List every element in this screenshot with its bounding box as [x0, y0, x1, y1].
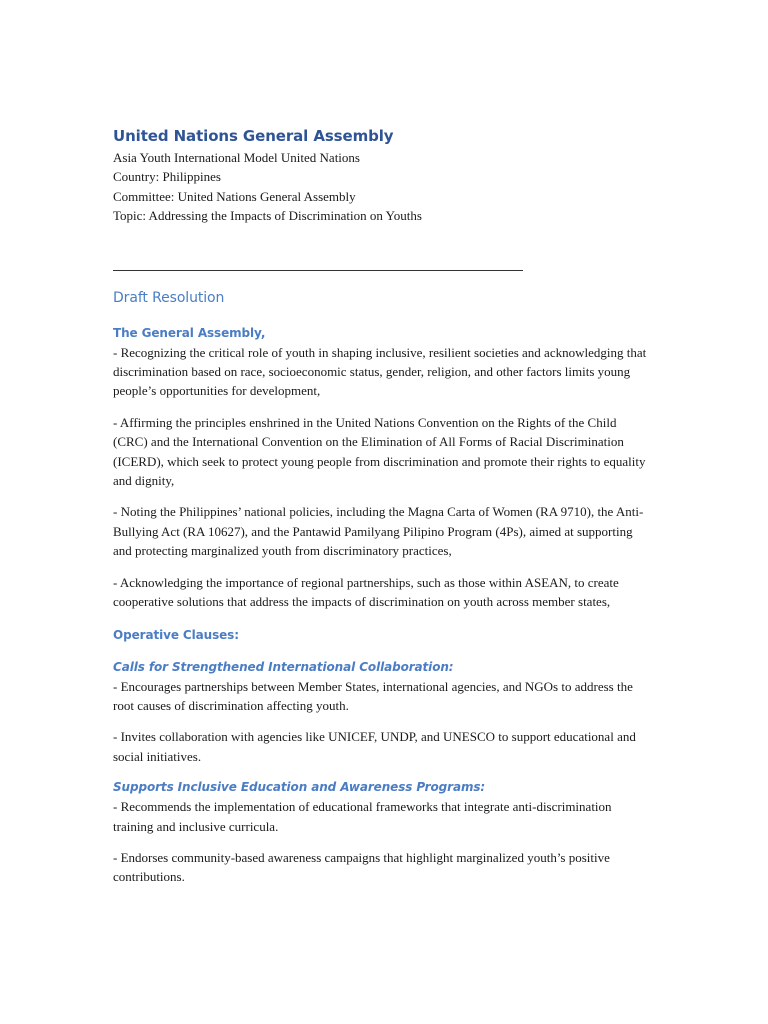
operative-clauses-label: Operative Clauses:	[113, 627, 239, 642]
preambular-clause: - Noting the Philippines’ national policies, including the Magna Carta of Women (RA 9710), the Anti-Bullying Act (RA 10627), and the Pantawid Pamilyang Pilipino Program (4Ps), aimed at supporting and protecting marginalized youth from discriminatory practices,	[113, 504, 644, 559]
preambular-clause: - Acknowledging the importance of regional partnerships, such as those within ASEAN, to create cooperative solutions that address the impacts of discrimination on youth across member states,	[113, 574, 619, 610]
draft-resolution-heading: Draft Resolution	[113, 289, 225, 306]
horizontal-divider	[113, 270, 523, 271]
general-assembly-label: The General Assembly,	[113, 325, 266, 340]
operative-clause: - Endorses community-based awareness campaigns that highlight marginalized youth’s positive contributions.	[113, 849, 610, 885]
section-heading-collaboration: Calls for Strengthened International Collaboration:	[113, 659, 454, 674]
document-title: United Nations General Assembly	[113, 127, 394, 145]
country-line: Country: Philippines	[113, 169, 221, 185]
operative-clause: - Invites collaboration with agencies like UNICEF, UNDP, and UNESCO to support educational and social initiatives.	[113, 729, 636, 764]
operative-clause: - Encourages partnerships between Member States, international agencies, and NGOs to address the root causes of discrimination affecting youth.	[113, 678, 633, 713]
preambular-clause: - Recognizing the critical role of youth in shaping inclusive, resilient societies and acknowledging that discrimination based on race, socioeconomic status, gender, religion, and other factors limits young people’s opportunities for development,	[113, 344, 647, 399]
operative-clause: - Recommends the implementation of educational frameworks that integrate anti-discrimination training and inclusive curricula.	[113, 799, 612, 834]
section-heading-education: Supports Inclusive Education and Awareness Programs:	[113, 780, 486, 795]
topic-line: Topic: Addressing the Impacts of Discrimination on Youths	[113, 208, 422, 224]
preambular-clause: - Affirming the principles enshrined in the United Nations Convention on the Rights of the Child (CRC) and the International Convention on the Elimination of All Forms of Racial Discrimination (ICERD), which seek to protect young people from discrimination and promote their rights to equality and dignity,	[113, 414, 646, 489]
document-page	[113, 126, 653, 899]
conference-name: Asia Youth International Model United Nations	[113, 150, 360, 165]
committee-line: Committee: United Nations General Assembly	[113, 188, 356, 204]
